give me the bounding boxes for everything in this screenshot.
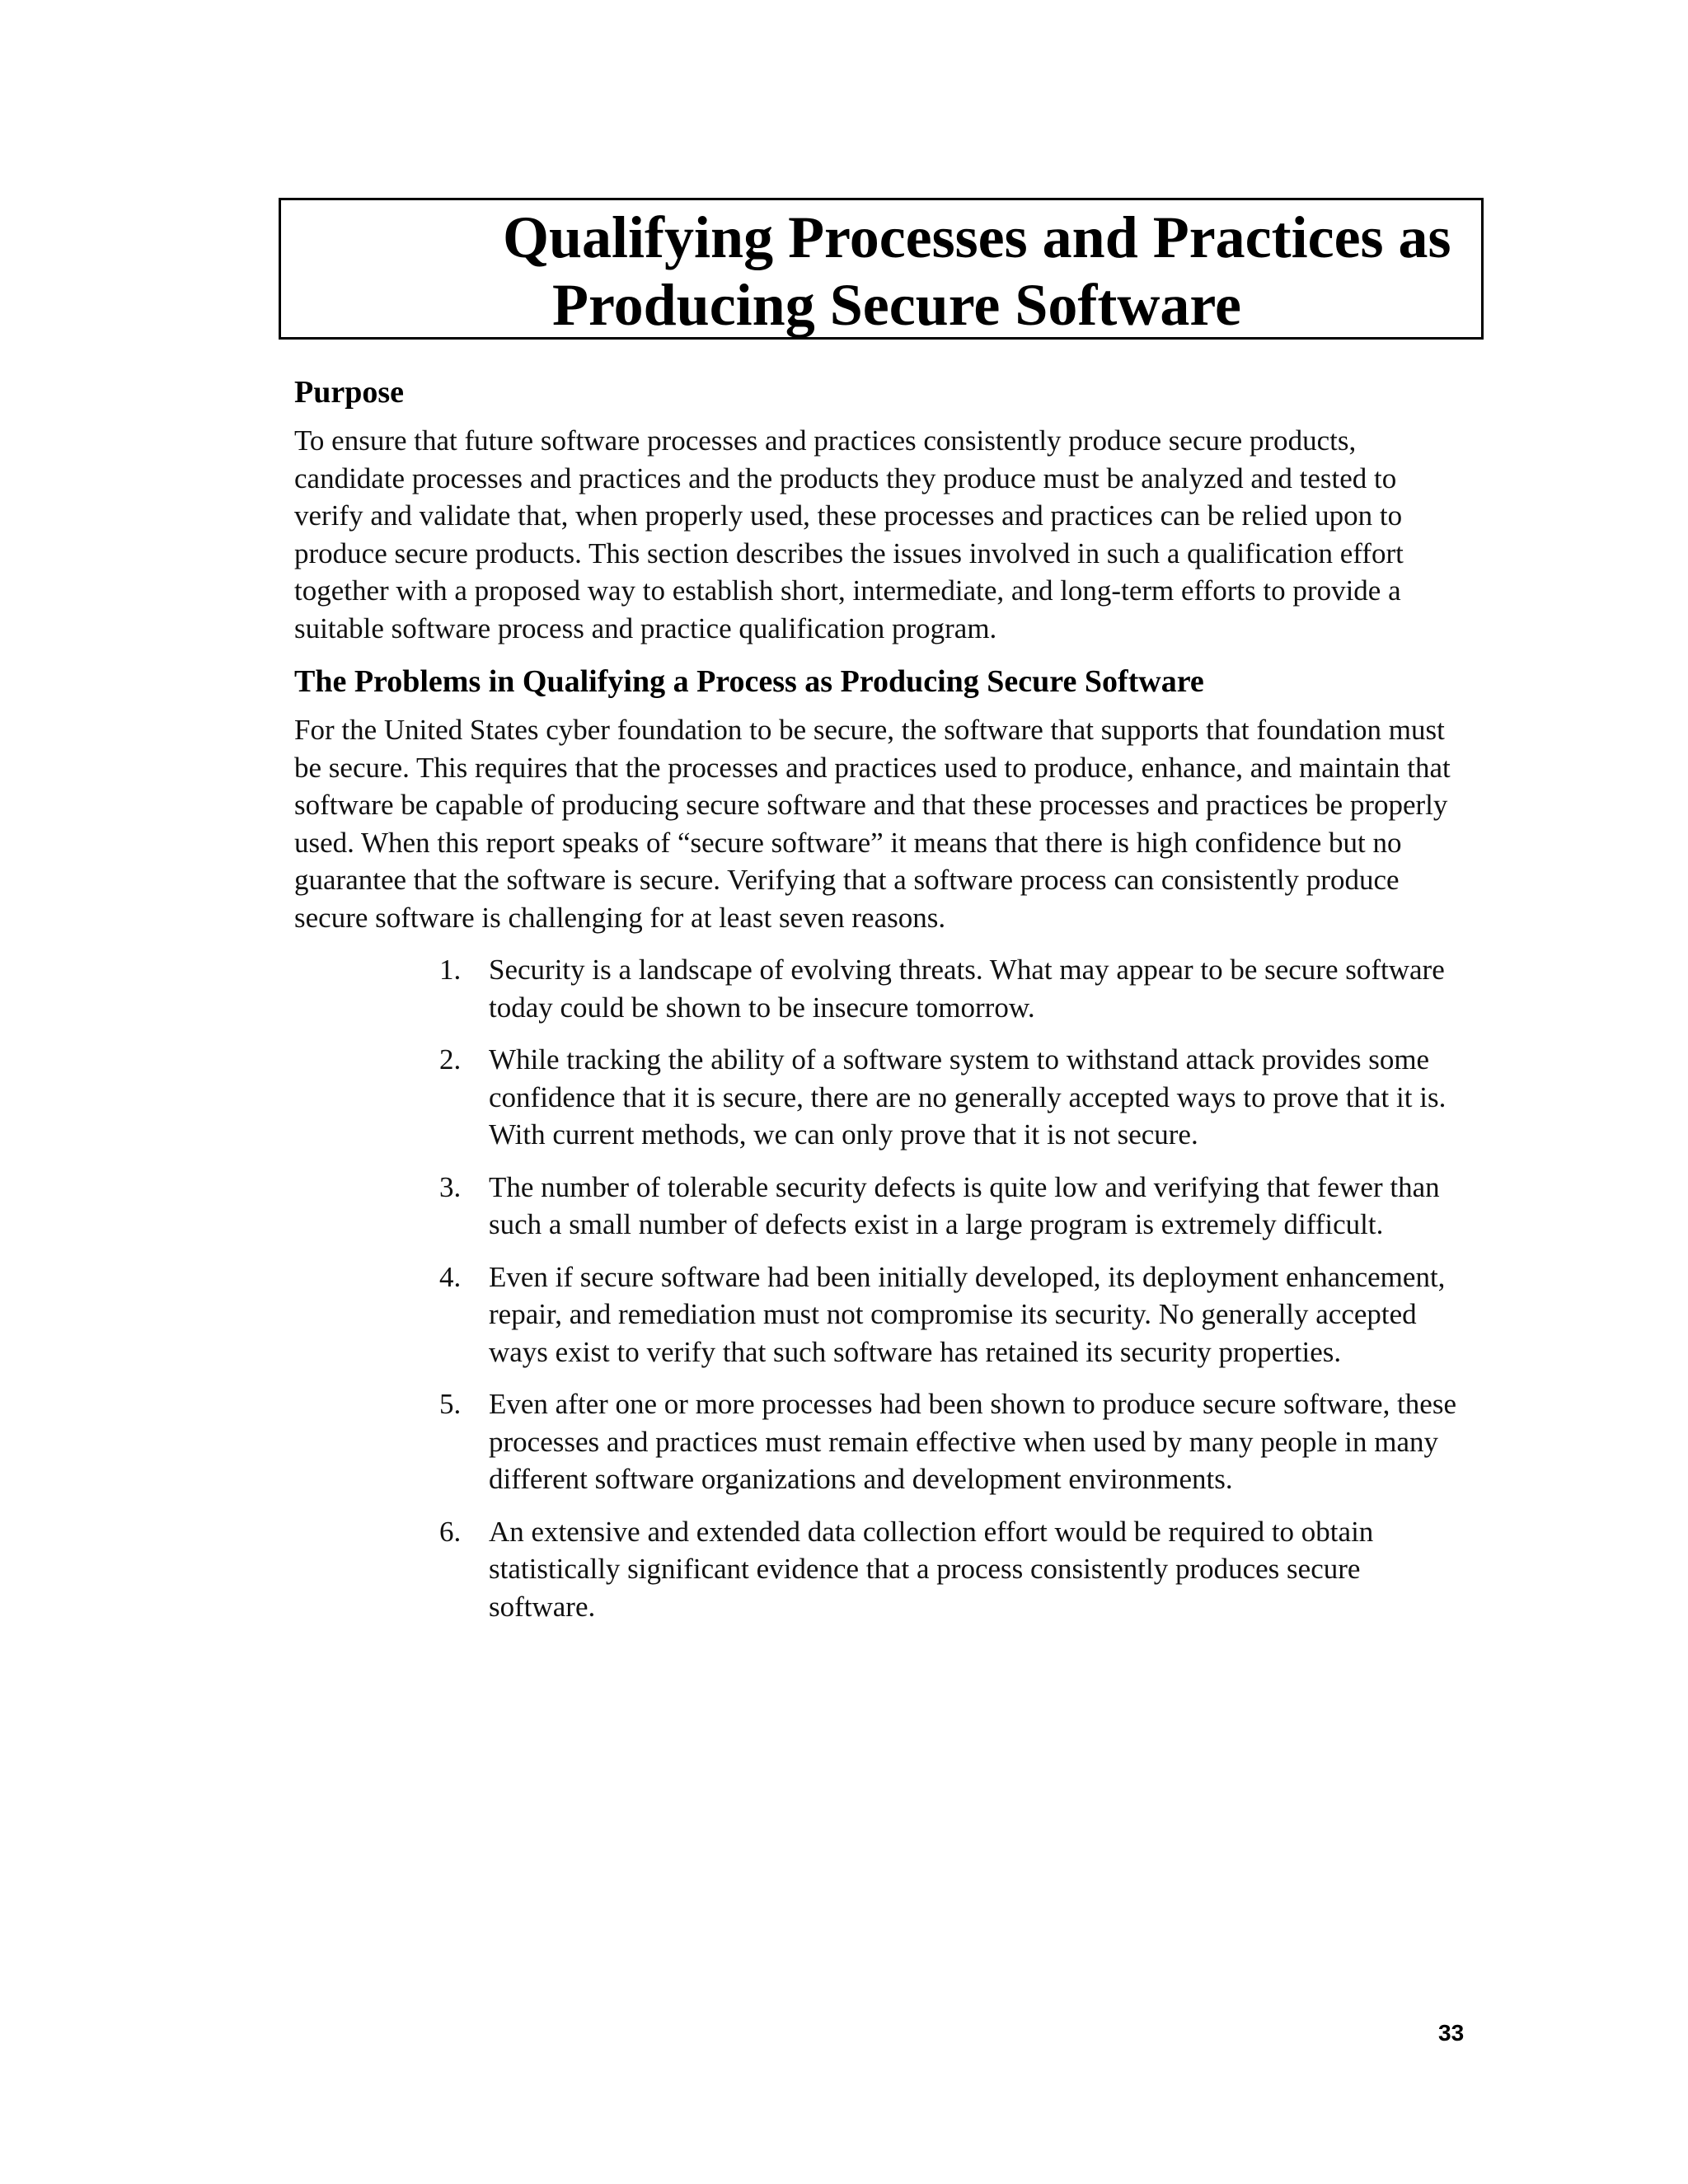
list-item-number: 4. xyxy=(439,1260,462,1293)
list-item-text: While tracking the ability of a software system to withstand attack provides some confidence that it is secure, there are no generally accepted ways to prove that it is. With current methods, we can only prove that it is not secure. xyxy=(489,1043,1447,1151)
page-title-line-1: Qualifying Processes and Practices as xyxy=(503,204,1451,270)
list-item-number: 2. xyxy=(439,1043,462,1076)
list-item-text: Security is a landscape of evolving threats. What may appear to be secure software today could be shown to be insecure tomorrow. xyxy=(489,954,1445,1024)
problems-heading: The Problems in Qualifying a Process as Producing Secure Software xyxy=(294,664,1204,699)
list-item-text: Even after one or more processes had been shown to produce secure software, these processes and practices must remain effective when used by many people in many different software organizations and development environments. xyxy=(489,1388,1456,1495)
list-item-number: 5. xyxy=(439,1388,462,1420)
list-item xyxy=(439,1385,1463,1498)
list-item-number: 6. xyxy=(439,1515,462,1548)
purpose-paragraph: To ensure that future software processes and practices consistently produce secure products, candidate processes and practices and the products they produce must be analyzed and tested to verify and validate that, when properly used, these processes and practices can be relied upon to produce secure products. This section describes the issues involved in such a qualification effort together with a proposed way to establish short, intermediate, and long-term efforts to provide a suitable software process and practice qualification program. xyxy=(294,424,1404,644)
list-item-text: The number of tolerable security defects is quite low and verifying that fewer than such a small number of defects exist in a large program is extremely difficult. xyxy=(489,1170,1440,1240)
list-item xyxy=(439,1169,1463,1244)
list-item-number: 3. xyxy=(439,1170,462,1203)
list-item-number: 1. xyxy=(439,954,462,986)
page-title-line-2: Producing Secure Software xyxy=(552,272,1241,338)
list-item xyxy=(439,1513,1463,1626)
main-content xyxy=(294,373,1465,1640)
list-item-text: An extensive and extended data collection effort would be required to obtain statistically significant evidence that a process consistently produces secure software. xyxy=(489,1515,1374,1623)
list-item xyxy=(439,951,1463,1026)
reasons-list xyxy=(294,951,1463,1625)
page-number: 33 xyxy=(1438,2020,1465,2046)
purpose-heading: Purpose xyxy=(294,375,404,410)
problems-paragraph: For the United States cyber foundation to be secure, the software that supports that foundation must be secure. This requires that the processes and practices used to produce, enhance, and maintain that software be capable of producing secure software and that these processes and practices be properly used. When this report speaks of “secure software” it means that there is high confidence but no guarantee that the software is secure. Verifying that a software process can consistently produce secure software is challenging for at least seven reasons. xyxy=(294,714,1451,934)
list-item xyxy=(439,1258,1463,1371)
list-item xyxy=(439,1041,1463,1154)
list-item-text: Even if secure software had been initially developed, its deployment enhancement, repair, and remediation must not compromise its security. No generally accepted ways exist to verify that such software has retained its security properties. xyxy=(489,1260,1446,1368)
